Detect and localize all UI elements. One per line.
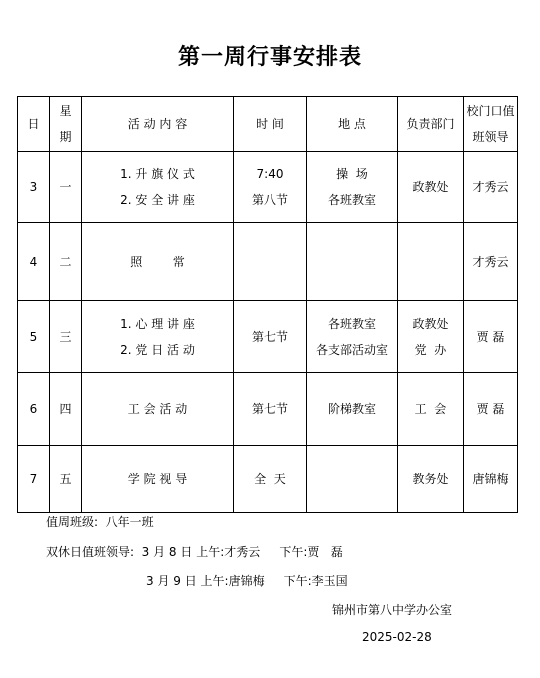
cell-activity-line: 1. 升 旗 仪 式 xyxy=(120,167,195,181)
cell-activity xyxy=(82,446,234,513)
cell-dept xyxy=(398,223,464,301)
cell-activity xyxy=(82,223,234,301)
cell-dept xyxy=(398,373,464,446)
header-place: 地 点 xyxy=(307,97,398,152)
cell-day: 4 xyxy=(18,223,50,301)
table-row xyxy=(18,152,518,223)
header-dept: 负责部门 xyxy=(398,97,464,152)
cell-leader: 贾 磊 xyxy=(464,301,518,373)
cell-place xyxy=(307,446,398,513)
cell-dept xyxy=(398,152,464,223)
cell-weekday: 四 xyxy=(50,373,82,446)
cell-dept-line: 教务处 xyxy=(412,472,449,486)
cell-leader: 贾 磊 xyxy=(464,373,518,446)
cell-dept-line: 工 会 xyxy=(414,402,447,416)
cell-place-line: 阶梯教室 xyxy=(327,402,376,416)
cell-place xyxy=(307,223,398,301)
table-row xyxy=(18,223,518,301)
cell-weekday: 二 xyxy=(50,223,82,301)
cell-activity xyxy=(82,301,234,373)
cell-weekday: 一 xyxy=(50,152,82,223)
cell-time xyxy=(234,446,307,513)
cell-activity-line: 工 会 活 动 xyxy=(127,402,188,416)
table-row xyxy=(18,301,518,373)
cell-weekday: 三 xyxy=(50,301,82,373)
cell-leader: 才秀云 xyxy=(464,223,518,301)
cell-day: 7 xyxy=(18,446,50,513)
cell-day: 3 xyxy=(18,152,50,223)
weekend-duty-line-1: 双休日值班领导: 3 月 8 日 上午:才秀云 下午:贾 磊 xyxy=(46,545,343,559)
cell-leader: 才秀云 xyxy=(464,152,518,223)
cell-activity xyxy=(82,152,234,223)
schedule-table xyxy=(17,96,518,513)
cell-place-line: 各班教室 xyxy=(327,193,376,207)
cell-leader: 唐锦梅 xyxy=(464,446,518,513)
duty-class: 值周班级: 八年一班 xyxy=(46,515,154,529)
header-time: 时 间 xyxy=(234,97,307,152)
cell-time xyxy=(234,301,307,373)
cell-dept xyxy=(398,446,464,513)
cell-place-line: 各支部活动室 xyxy=(315,342,388,357)
cell-day: 5 xyxy=(18,301,50,373)
weekend-duty-line-2: 3 月 9 日 上午:唐锦梅 下午:李玉国 xyxy=(146,574,348,588)
table-row xyxy=(18,373,518,446)
cell-time xyxy=(234,152,307,223)
cell-time-line: 全 天 xyxy=(254,472,286,486)
cell-day: 6 xyxy=(18,373,50,446)
header-leader: 校门口值 班领导 xyxy=(464,97,518,152)
header-row xyxy=(18,97,518,152)
header-activity: 活 动 内 容 xyxy=(82,97,234,152)
cell-place xyxy=(307,301,398,373)
cell-activity-line: 2. 党 日 活 动 xyxy=(120,342,195,357)
cell-place-line: 操 场 xyxy=(336,167,368,181)
schedule-rows xyxy=(18,152,518,513)
cell-activity-line: 照 常 xyxy=(130,254,185,269)
cell-weekday: 五 xyxy=(50,446,82,513)
cell-activity-line: 2. 安 全 讲 座 xyxy=(120,193,195,207)
cell-dept-line: 政教处 xyxy=(412,316,449,331)
cell-time-line: 7:40 xyxy=(256,167,284,181)
header-weekday: 星 期 xyxy=(50,97,82,152)
issue-date: 2025-02-28 xyxy=(362,630,432,644)
cell-activity-line: 1. 心 理 讲 座 xyxy=(120,316,195,331)
cell-activity xyxy=(82,373,234,446)
cell-place xyxy=(307,152,398,223)
cell-place-line: 各班教室 xyxy=(327,316,376,331)
cell-dept-line: 政教处 xyxy=(412,180,449,194)
office-signature: 锦州市第八中学办公室 xyxy=(332,603,453,617)
cell-time xyxy=(234,223,307,301)
cell-activity-line: 学 院 视 导 xyxy=(127,472,188,486)
cell-time xyxy=(234,373,307,446)
cell-dept xyxy=(398,301,464,373)
cell-dept-line: 党 办 xyxy=(414,342,447,357)
header-day: 日 xyxy=(18,97,50,152)
cell-time-line: 第七节 xyxy=(251,329,288,344)
cell-time-line: 第七节 xyxy=(251,402,288,416)
cell-place xyxy=(307,373,398,446)
page-title: 第一周行事安排表 xyxy=(177,45,362,70)
cell-time-line: 第八节 xyxy=(251,193,288,207)
table-row xyxy=(18,446,518,513)
